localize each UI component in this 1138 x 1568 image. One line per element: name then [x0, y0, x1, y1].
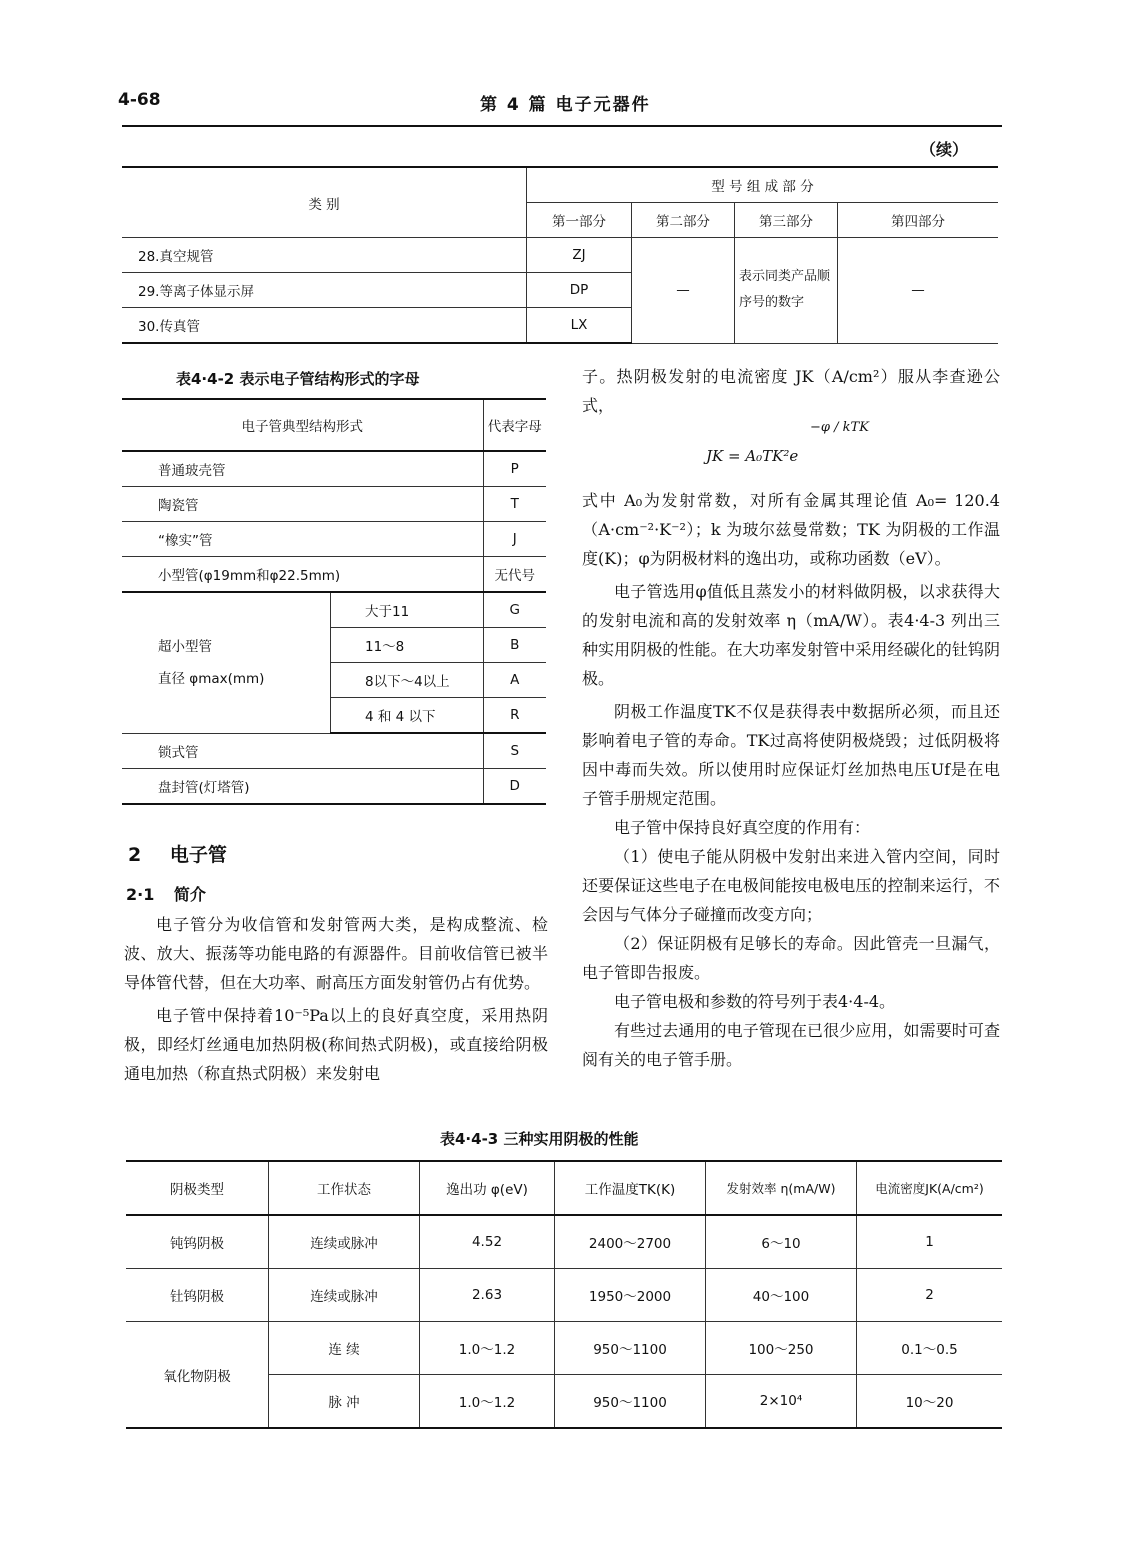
t3-header: 工作温度TK(K) — [555, 1161, 706, 1215]
t3-header: 工作状态 — [269, 1161, 420, 1215]
header-rule — [122, 125, 1002, 127]
subsection-number: 2·1 — [126, 885, 155, 904]
table3-caption: 表4·4-3 三种实用阴极的性能 — [440, 1130, 639, 1148]
cathode-table — [126, 1160, 1002, 1429]
paragraph: （1）使电子能从阴极中发射出来进入管内空间，同时还要保证这些电子在电极间能按电极电压的控制来运行，不会因与气体分子碰撞而改变方向； — [582, 847, 1000, 924]
paragraph: （2）保证阴极有足够长的寿命。因此管壳一旦漏气，电子管即告报废。 — [582, 934, 1000, 982]
t3-cell: 钍钨阴极 — [126, 1269, 269, 1322]
paragraph: 电子管中保持良好真空度的作用有： — [614, 818, 871, 837]
t2-letter: P — [483, 451, 546, 487]
row-part1: DP — [527, 273, 632, 308]
formula — [706, 420, 876, 465]
subcol-4: 第四部分 — [838, 203, 999, 238]
continued-label: （续） — [920, 140, 969, 159]
row-part1: ZJ — [527, 238, 632, 273]
t2-form: 普通玻壳管 — [122, 451, 483, 487]
row-category: 30.传真管 — [122, 308, 527, 344]
t2-letter: S — [483, 733, 546, 769]
sub-range: 11～8 — [331, 628, 484, 663]
chapter-title: 第 4 篇 电子元器件 — [480, 95, 651, 115]
row-category: 28.真空规管 — [122, 238, 527, 273]
t3-cell: 1.0～1.2 — [420, 1375, 555, 1429]
t3-cell: 950～1100 — [555, 1322, 706, 1375]
part3-cell: 表示同类产品顺序号的数字 — [735, 238, 838, 344]
subcol-3: 第三部分 — [735, 203, 838, 238]
paragraph: 有些过去通用的电子管现在已很少应用，如需要时可查阅有关的电子管手册。 — [582, 1021, 1000, 1069]
sub-range: 8以下～4以上 — [331, 663, 484, 698]
t3-header: 阴极类型 — [126, 1161, 269, 1215]
paragraph: 电子管电极和参数的符号列于表4·4-4。 — [614, 992, 896, 1011]
subminiature-diameter: 直径 φmax(mm) — [158, 670, 265, 687]
t3-header: 电流密度JK(A/cm²) — [857, 1161, 1003, 1215]
t2-letter: J — [483, 522, 546, 557]
t3-header: 发射效率 η(mA/W) — [706, 1161, 857, 1215]
t3-cell: 连 续 — [269, 1322, 420, 1375]
t2-form: 锁式管 — [122, 733, 483, 769]
oxide-label: 氧化物阴极 — [126, 1322, 269, 1429]
t2-col2: 代表字母 — [483, 399, 546, 451]
t3-cell: 6～10 — [706, 1215, 857, 1269]
part2-cell: — — [632, 238, 735, 344]
sub-letter: R — [483, 698, 546, 734]
t3-cell: 10～20 — [857, 1375, 1003, 1429]
paragraph: 电子管选用φ值低且蒸发小的材料做阴极，以求获得大的发射电流和高的发射效率 η（mA/W）。表4·4-3 列出三种实用阴极的性能。在大功率发射管中采用经碳化的钍钨阴极。 — [582, 582, 1000, 688]
section-heading — [128, 840, 227, 867]
t2-col1: 电子管典型结构形式 — [122, 399, 483, 451]
row-category: 29.等离子体显示屏 — [122, 273, 527, 308]
naming-table — [122, 166, 998, 344]
page-number: 4-68 — [118, 90, 161, 110]
t3-cell: 脉 冲 — [269, 1375, 420, 1429]
sub-letter: A — [483, 663, 546, 698]
t3-cell: 2400～2700 — [555, 1215, 706, 1269]
t3-cell: 2 — [857, 1269, 1003, 1322]
part4-cell: — — [838, 238, 999, 344]
t3-cell: 2×10⁴ — [706, 1375, 857, 1429]
t3-cell: 40～100 — [706, 1269, 857, 1322]
t3-cell: 1 — [857, 1215, 1003, 1269]
right-text — [582, 486, 1000, 1074]
subminiature-label: 超小型管 — [158, 638, 212, 655]
t3-cell: 4.52 — [420, 1215, 555, 1269]
formula-main: JK = A₀TK²e — [706, 447, 799, 465]
subsection-heading — [126, 882, 206, 905]
structure-table — [122, 398, 546, 805]
subcol-2: 第二部分 — [632, 203, 735, 238]
t3-header: 逸出功 φ(eV) — [420, 1161, 555, 1215]
t3-cell: 2.63 — [420, 1269, 555, 1322]
sub-range: 大于11 — [331, 592, 484, 628]
t3-cell: 连续或脉冲 — [269, 1215, 420, 1269]
paragraph: 电子管分为收信管和发射管两大类，是构成整流、检波、放大、振荡等功能电路的有源器件。目前收信管已被半导体管代替，但在大功率、耐高压方面发射管仍占有优势。 — [124, 915, 548, 992]
t3-cell: 100～250 — [706, 1322, 857, 1375]
t2-letter: T — [483, 487, 546, 522]
section-number: 2 — [128, 844, 142, 866]
t3-cell: 950～1100 — [555, 1375, 706, 1429]
row-part1: LX — [527, 308, 632, 344]
subminiature-cell — [122, 592, 331, 733]
t2-form: “橡实”管 — [122, 522, 483, 557]
col-group: 型 号 组 成 部 分 — [527, 167, 999, 203]
table2-caption: 表4·4-2 表示电子管结构形式的字母 — [176, 370, 420, 388]
t2-form: 小型管(φ19mm和φ22.5mm) — [122, 557, 483, 593]
subsection-title: 简介 — [173, 885, 206, 904]
formula-exponent: −φ / kTK — [810, 420, 869, 435]
paragraph: 式中 A₀为发射常数，对所有金属其理论值 A₀= 120.4（A·cm⁻²·K⁻²）；k 为玻尔兹曼常数；TK 为阴极的工作温度(K)；φ为阴极材料的逸出功，或称功函数（eV）。 — [582, 491, 1000, 568]
t2-letter: D — [483, 769, 546, 805]
t2-form: 盘封管(灯塔管) — [122, 769, 483, 805]
right-top-text: 子。热阴极发射的电流密度 JK（A/cm²）服从李查逊公式， — [582, 367, 1000, 415]
left-text — [124, 910, 548, 1088]
paragraph: 阴极工作温度TK不仅是获得表中数据所必须，而且还影响着电子管的寿命。TK过高将使阴极烧毁；过低阴极将因中毒而失效。所以使用时应保证灯丝加热电压Uf是在电子管手册规定范围。 — [582, 702, 1000, 808]
subcol-1: 第一部分 — [527, 203, 632, 238]
sub-letter: B — [483, 628, 546, 663]
t3-cell: 1.0～1.2 — [420, 1322, 555, 1375]
t3-cell: 钝钨阴极 — [126, 1215, 269, 1269]
t3-cell: 1950～2000 — [555, 1269, 706, 1322]
t3-cell: 连续或脉冲 — [269, 1269, 420, 1322]
sub-letter: G — [483, 592, 546, 628]
t3-cell: 0.1～0.5 — [857, 1322, 1003, 1375]
sub-range: 4 和 4 以下 — [331, 698, 484, 734]
t2-letter: 无代号 — [483, 557, 546, 593]
col-category: 类 别 — [122, 167, 527, 238]
paragraph: 电子管中保持着10⁻⁵Pa以上的良好真空度，采用热阴极，即经灯丝通电加热阴极(称间热式阴极)，或直接给阴极通电加热（称直热式阴极）来发射电 — [124, 1006, 548, 1083]
t2-form: 陶瓷管 — [122, 487, 483, 522]
section-title: 电子管 — [169, 844, 227, 866]
